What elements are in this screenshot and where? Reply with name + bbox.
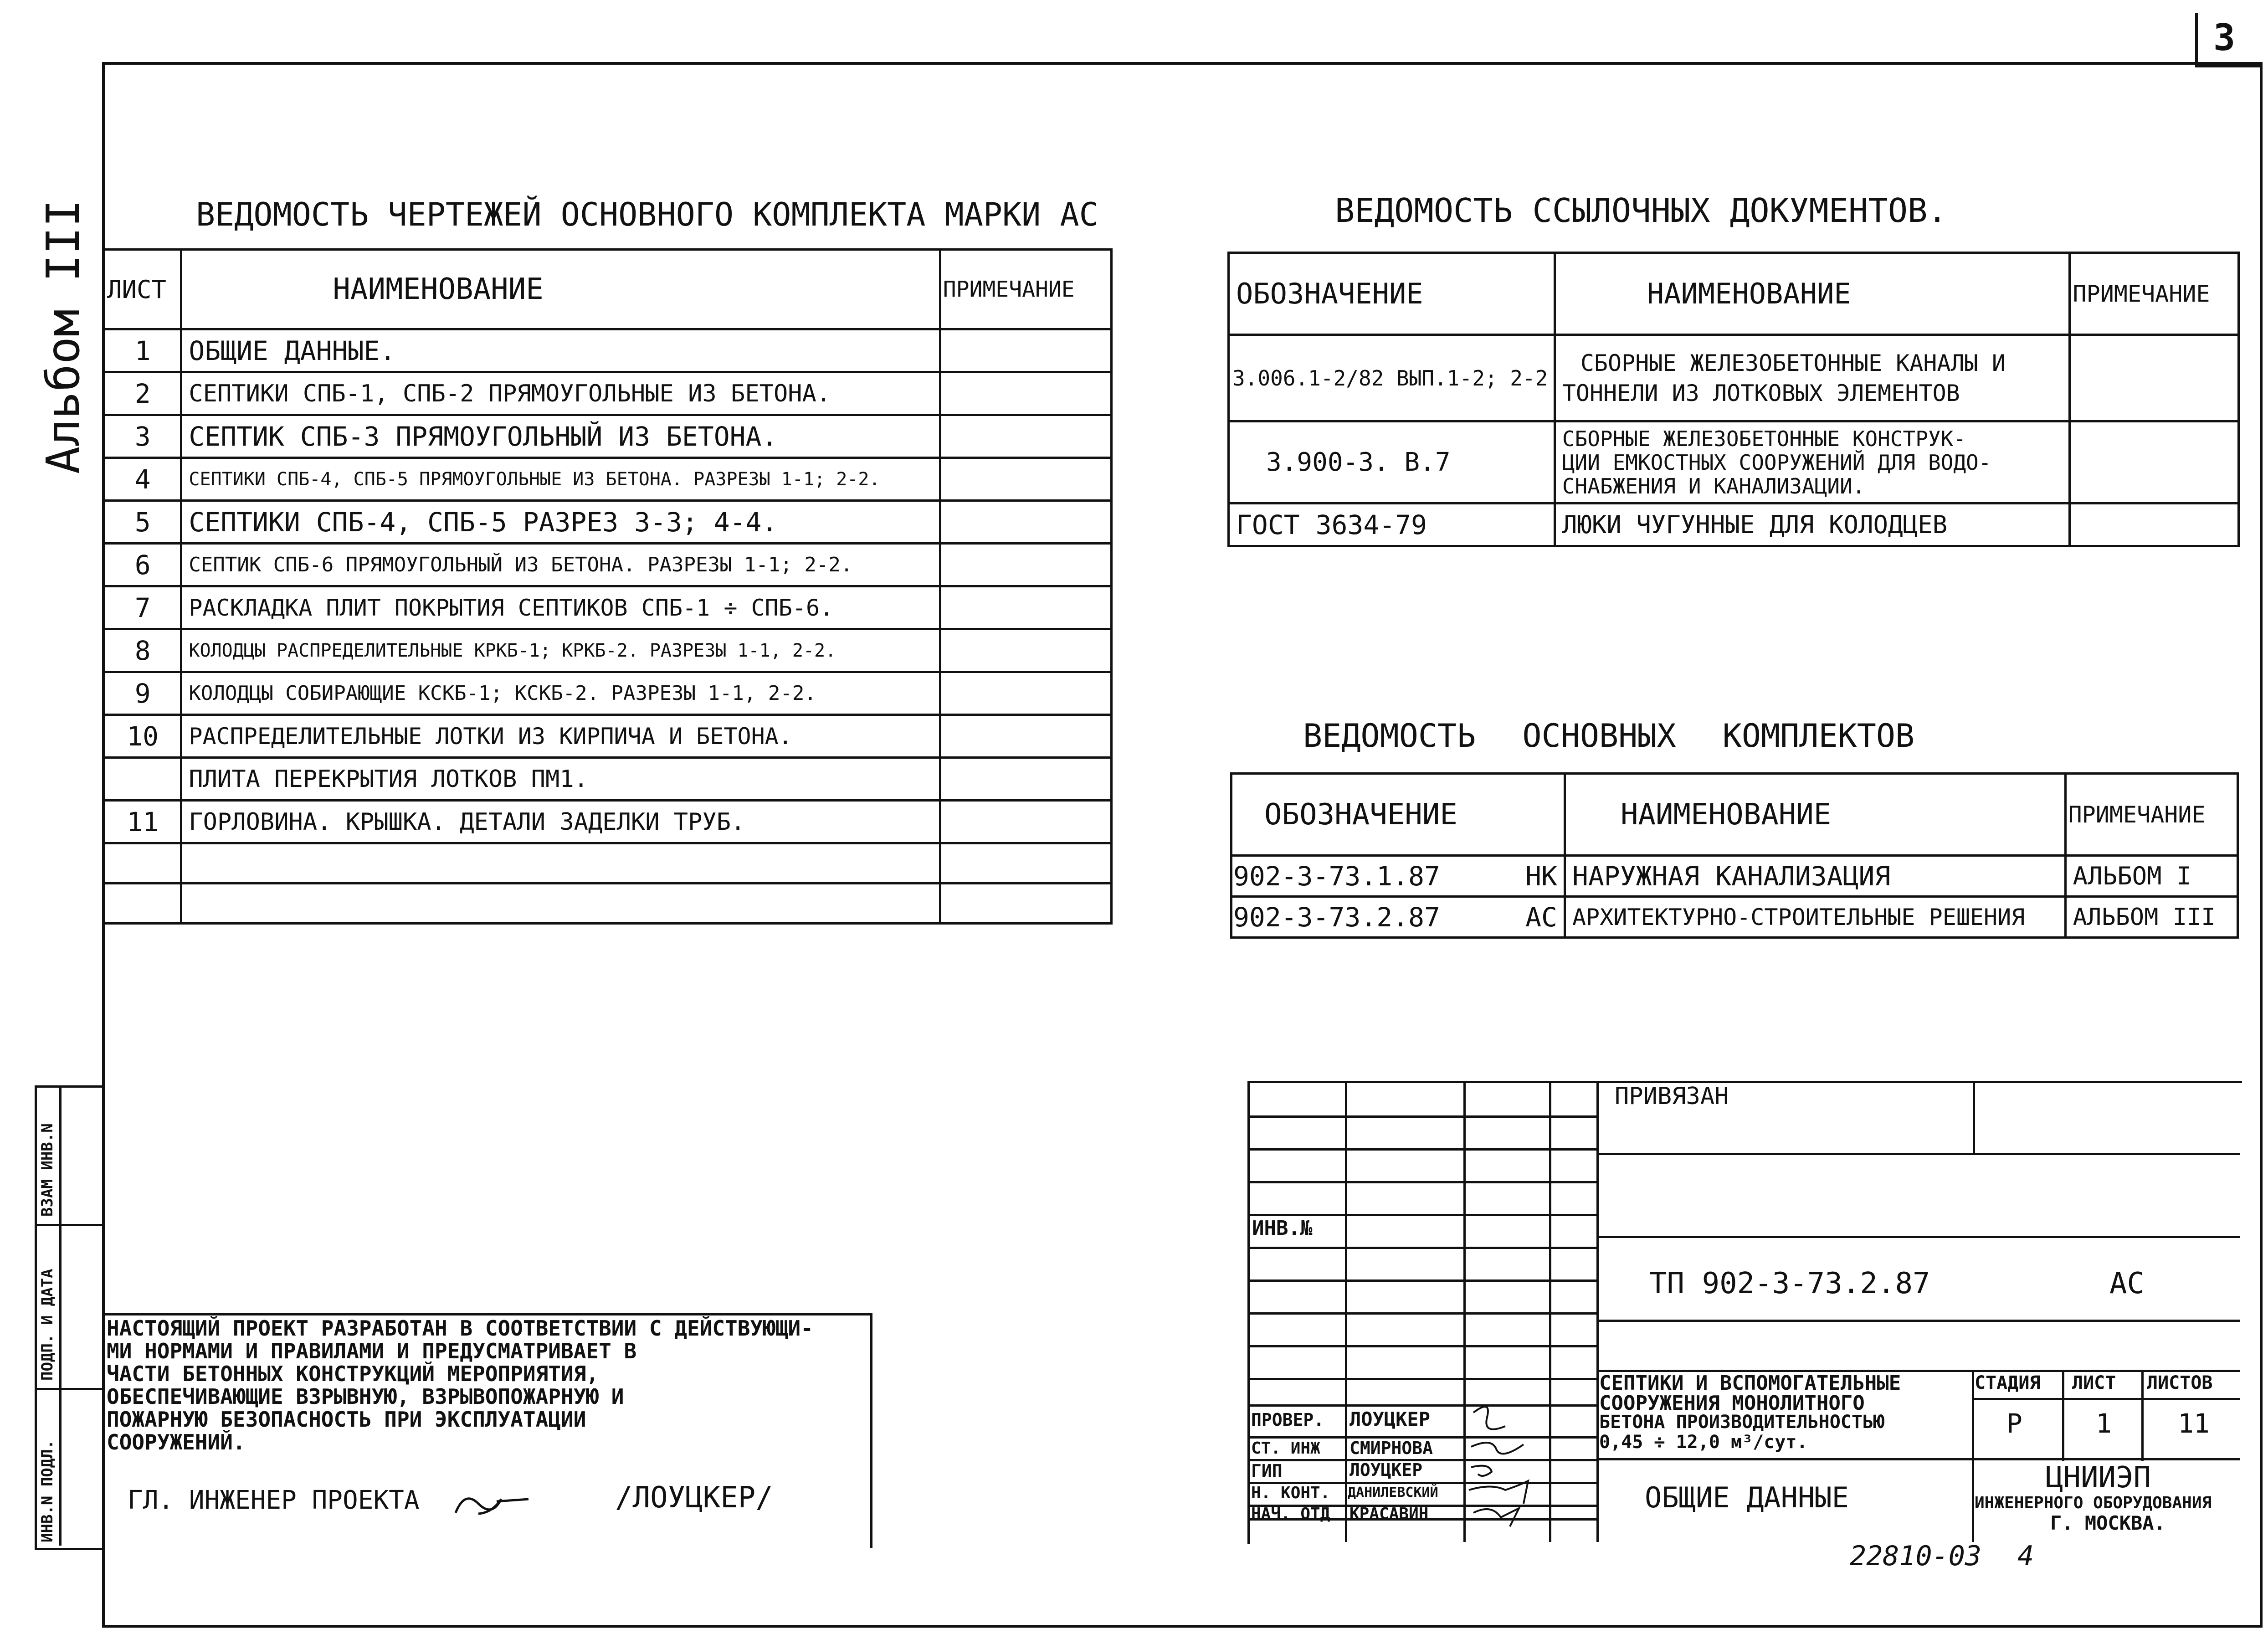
ref-code: 3.900-3. В.7 (1229, 421, 1555, 504)
drawings-header-name: НАИМЕНОВАНИЕ (181, 250, 940, 329)
drawing-note (940, 801, 1111, 843)
drawing-sheet: 11 (104, 801, 181, 843)
drawing-note (940, 586, 1111, 629)
drawing-name: РАСПРЕДЕЛИТЕЛЬНЫЕ ЛОТКИ ИЗ КИРПИЧА И БЕТОНА. (181, 715, 940, 758)
org-name: ЦНИИЭП (2046, 1461, 2151, 1495)
strip-label-podp: ПОДП. И ДАТА (38, 1269, 56, 1381)
role-label: НАЧ. ОТД (1251, 1505, 1330, 1523)
role-label: ПРОВЕР. (1251, 1410, 1324, 1430)
sheets-value: 11 (2178, 1408, 2210, 1439)
drawing-sheet: 10 (104, 715, 181, 758)
org-city: Г. МОСКВА. (2050, 1512, 2165, 1534)
note-line: ЧАСТИ БЕТОННЫХ КОНСТРУКЦИЙ МЕРОПРИЯТИЯ, (107, 1362, 599, 1386)
drawing-note (940, 372, 1111, 415)
drawing-note (940, 415, 1111, 458)
ref-code: ГОСТ 3634-79 (1229, 504, 1555, 546)
stage-label: СТАДИЯ (1975, 1372, 2041, 1393)
drawing-note (940, 544, 1111, 586)
ref-name-line: ЦИИ ЕМКОСТНЫХ СООРУЖЕНИЙ ДЛЯ ВОДО- (1562, 450, 1991, 475)
ref-code: 3.006.1-2/82 ВЫП.1-2; 2-2 (1229, 335, 1555, 421)
drawings-header-note: ПРИМЕЧАНИЕ (940, 250, 1111, 329)
drawing-name: СЕПТИКИ СПБ-1, СПБ-2 ПРЯМОУГОЛЬНЫЕ ИЗ БЕТОНА. (181, 372, 940, 415)
ref-name-line: ЛЮКИ ЧУГУННЫЕ ДЛЯ КОЛОДЦЕВ (1562, 510, 1948, 539)
note-line: МИ НОРМАМИ И ПРАВИЛАМИ И ПРЕДУСМАТРИВАЕТ В (107, 1339, 637, 1363)
inv-no-label: ИНВ.№ (1252, 1217, 1313, 1240)
chief-engineer-label: ГЛ. ИНЖЕНЕР ПРОЕКТА (128, 1485, 420, 1515)
drawing-name: ОБЩИЕ ДАННЫЕ. (181, 329, 940, 372)
page-number: 3 (2213, 16, 2236, 59)
object-line: БЕТОНА ПРОИЗВОДИТЕЛЬНОСТЬЮ (1599, 1412, 1885, 1433)
role-name: СМИРНОВА (1350, 1438, 1433, 1458)
drawing-note (940, 629, 1111, 672)
drawing-name: СЕПТИКИ СПБ-4, СПБ-5 ПРЯМОУГОЛЬНЫЕ ИЗ БЕТОНА. РАЗРЕЗЫ 1-1; 2-2. (181, 458, 940, 501)
note-line: ПОЖАРНУЮ БЕЗОПАСНОСТЬ ПРИ ЭКСПЛУАТАЦИИ (107, 1407, 586, 1432)
role-name: ДАНИЛЕВСКИЙ (1348, 1485, 1438, 1500)
set-code: 902-3-73.1.87 (1231, 856, 1497, 897)
drawing-name: КОЛОДЦЫ СОБИРАЮЩИЕ КСКБ-1; КСКБ-2. РАЗРЕЗЫ 1-1, 2-2. (181, 672, 940, 715)
drawing-sheet (104, 758, 181, 801)
set-name: АРХИТЕКТУРНО-СТРОИТЕЛЬНЫЕ РЕШЕНИЯ (1565, 897, 2065, 938)
sets-header-name: НАИМЕНОВАНИЕ (1565, 774, 2065, 856)
drawing-name: СЕПТИК СПБ-6 ПРЯМОУГОЛЬНЫЙ ИЗ БЕТОНА. РАЗРЕЗЫ 1-1; 2-2. (181, 544, 940, 586)
role-name: ЛОУЦКЕР (1350, 1460, 1423, 1480)
sheet-value: 1 (2096, 1408, 2112, 1439)
archive-number: 22810-03 (1850, 1540, 1981, 1572)
note-line: СООРУЖЕНИЙ. (107, 1430, 246, 1454)
drawing-sheet: 8 (104, 629, 181, 672)
project-mark: АС (2109, 1267, 2145, 1300)
set-name: НАРУЖНАЯ КАНАЛИЗАЦИЯ (1565, 856, 2065, 897)
ref-name (1555, 421, 2070, 504)
set-note: АЛЬБОМ I (2065, 856, 2237, 897)
archive-suffix: 4 (2017, 1540, 2034, 1572)
drawing-name: КОЛОДЦЫ РАСПРЕДЕЛИТЕЛЬНЫЕ КРКБ-1; КРКБ-2. РАЗРЕЗЫ 1-1, 2-2. (181, 629, 940, 672)
drawing-note (940, 501, 1111, 544)
role-name: ЛОУЦКЕР (1350, 1408, 1431, 1430)
ref-header-code: ОБОЗНАЧЕНИЕ (1229, 253, 1555, 335)
ref-name-line: СНАБЖЕНИЯ И КАНАЛИЗАЦИИ. (1562, 473, 1865, 498)
set-note: АЛЬБОМ III (2065, 897, 2237, 938)
note-line: НАСТОЯЩИЙ ПРОЕКТ РАЗРАБОТАН В СООТВЕТСТВИИ С ДЕЙСТВУЮЩИ- (107, 1316, 813, 1341)
ref-name (1555, 504, 2070, 546)
drawing-note (940, 329, 1111, 372)
strip-label-vzam: ВЗАМ ИНВ.N (38, 1123, 56, 1217)
drawing-sheet: 4 (104, 458, 181, 501)
drawing-sheet: 9 (104, 672, 181, 715)
ref-note (2070, 421, 2239, 504)
album-label: Альбом III (36, 199, 90, 474)
drawing-name: ПЛИТА ПЕРЕКРЫТИЯ ЛОТКОВ ПМ1. (181, 758, 940, 801)
drawing-sheet: 2 (104, 372, 181, 415)
ref-name-line: СБОРНЫЕ ЖЕЛЕЗОБЕТОННЫЕ КАНАЛЫ И (1580, 349, 2006, 376)
strip-label-inv: ИНВ.N ПОДЛ. (38, 1439, 56, 1542)
ref-name (1555, 335, 2070, 421)
object-line: СООРУЖЕНИЯ МОНОЛИТНОГО (1599, 1392, 1865, 1415)
object-line: 0,45 ÷ 12,0 м³/сут. (1599, 1432, 1808, 1453)
privyazan-label: ПРИВЯЗАН (1615, 1083, 1729, 1110)
chief-engineer-name: /ЛОУЦКЕР/ (615, 1481, 773, 1515)
ref-name-line: СБОРНЫЕ ЖЕЛЕЗОБЕТОННЫЕ КОНСТРУК- (1562, 426, 1966, 451)
set-mark: НК (1497, 856, 1565, 897)
stage-value: Р (2006, 1408, 2022, 1439)
ref-note (2070, 335, 2239, 421)
drawing-note (940, 715, 1111, 758)
sets-header-code: ОБОЗНАЧЕНИЕ (1231, 774, 1565, 856)
set-code: 902-3-73.2.87 (1231, 897, 1497, 938)
drawings-header-sheet: ЛИСТ (104, 250, 181, 329)
role-label: Н. КОНТ. (1251, 1484, 1330, 1502)
drawing-sheet: 3 (104, 415, 181, 458)
project-code: ТП 902-3-73.2.87 (1649, 1267, 1930, 1300)
drawing-sheet: 5 (104, 501, 181, 544)
drawing-sheet: 1 (104, 329, 181, 372)
org-line: ИНЖЕНЕРНОГО ОБОРУДОВАНИЯ (1975, 1494, 2212, 1512)
reference-docs-table (1227, 252, 2240, 547)
sheet-title: ОБЩИЕ ДАННЫЕ (1645, 1481, 1849, 1514)
ref-header-name: НАИМЕНОВАНИЕ (1555, 253, 2070, 335)
drawing-name: СЕПТИКИ СПБ-4, СПБ-5 РАЗРЕЗ 3-3; 4-4. (181, 501, 940, 544)
drawing-sheet: 6 (104, 544, 181, 586)
drawing-sheet: 7 (104, 586, 181, 629)
drawing-note (940, 672, 1111, 715)
role-label: СТ. ИНЖ (1251, 1439, 1320, 1458)
set-mark: АС (1497, 897, 1565, 938)
role-name: КРАСАВИН (1350, 1505, 1429, 1523)
sets-header-note: ПРИМЕЧАНИЕ (2065, 774, 2237, 856)
drawing-name: ГОРЛОВИНА. КРЫШКА. ДЕТАЛИ ЗАДЕЛКИ ТРУБ. (181, 801, 940, 843)
sheets-label: ЛИСТОВ (2147, 1372, 2213, 1393)
ref-note (2070, 504, 2239, 546)
drawings-list-title: ВЕДОМОСТЬ ЧЕРТЕЖЕЙ ОСНОВНОГО КОМПЛЕКТА МАРКИ АС (196, 196, 1098, 233)
note-line: ОБЕСПЕЧИВАЮЩИЕ ВЗРЫВНУЮ, ВЗРЫВОПОЖАРНУЮ И (107, 1384, 624, 1409)
sheet-label: ЛИСТ (2072, 1372, 2116, 1393)
object-line: СЕПТИКИ И ВСПОМОГАТЕЛЬНЫЕ (1599, 1372, 1901, 1395)
main-sets-table (1230, 772, 2239, 939)
role-label: ГИП (1251, 1461, 1283, 1481)
signature-mark (1464, 1394, 1546, 1531)
drawing-note (940, 758, 1111, 801)
drawings-list-table (103, 248, 1113, 925)
drawing-name: СЕПТИК СПБ-3 ПРЯМОУГОЛЬНЫЙ ИЗ БЕТОНА. (181, 415, 940, 458)
ref-header-note: ПРИМЕЧАНИЕ (2070, 253, 2239, 335)
ref-name-line: ТОННЕЛИ ИЗ ЛОТКОВЫХ ЭЛЕМЕНТОВ (1562, 380, 1960, 406)
drawing-note (940, 458, 1111, 501)
drawing-name: РАСКЛАДКА ПЛИТ ПОКРЫТИЯ СЕПТИКОВ СПБ-1 ÷ СПБ-6. (181, 586, 940, 629)
chief-engineer-signature (451, 1481, 533, 1522)
reference-docs-title: ВЕДОМОСТЬ ССЫЛОЧНЫХ ДОКУМЕНТОВ. (1335, 191, 1947, 230)
main-sets-title: ВЕДОМОСТЬ ОСНОВНЫХ КОМПЛЕКТОВ (1303, 717, 1915, 755)
